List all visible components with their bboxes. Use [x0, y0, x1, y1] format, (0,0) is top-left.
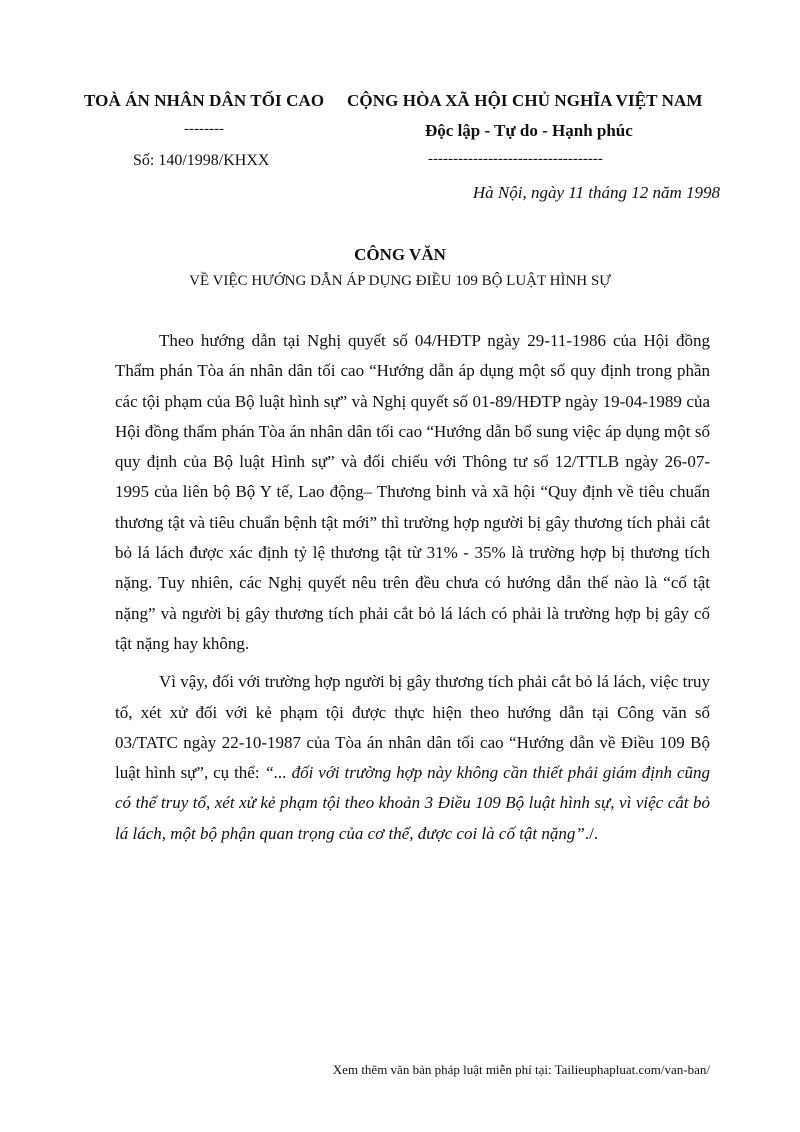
- national-title: CỘNG HÒA XÃ HỘI CHỦ NGHĨA VIỆT NAM: [347, 91, 703, 110]
- paragraph-2-quote: “... đối với trường hợp này không cần thiết phải giám định cũng có thể truy tố, xét xử kẻ phạm tội theo khoản 3 Điều 109 Bộ luật hình sự, vì việc cắt bỏ lá lách, một bộ phận quan trọng của cơ thể, được coi là cố tật nặng”: [115, 763, 710, 843]
- national-motto: Độc lập - Tự do - Hạnh phúc: [425, 121, 633, 140]
- body-paragraph-2: [115, 667, 710, 849]
- body-paragraph-1: Theo hướng dẫn tại Nghị quyết số 04/HĐTP ngày 29-11-1986 của Hội đồng Thẩm phán Tòa án nhân dân tối cao “Hướng dẫn áp dụng một số quy định trong phần các tội phạm của Bộ luật hình sự” và Nghị quyết số 01-89/HĐTP ngày 19-04-1989 của Hội đồng thẩm phán Tòa án nhân dân tối cao “Hướng dẫn bổ sung việc áp dụng một số quy định của Bộ luật Hình sự” và đối chiếu với Thông tư số 12/TTLB ngày 26-07-1995 của liên bộ Bộ Y tế, Lao động– Thương binh và xã hội “Quy định về tiêu chuẩn thương tật và tiêu chuẩn bệnh tật mới” thì trường hợp người bị gây thương tích phải cắt bỏ lá lách được xác định tỷ lệ thương tật từ 31% - 35% là trường hợp bị thương tích nặng. Tuy nhiên, các Nghị quyết nêu trên đều chưa có hướng dẫn thế nào là “cố tật nặng” và người bị gây thương tích phải cắt bỏ lá lách có phải là trường hợp bị gây cố tật nặng hay không.: [115, 331, 710, 653]
- document-subject: VỀ VIỆC HƯỚNG DẪN ÁP DỤNG ĐIỀU 109 BỘ LUẬT HÌNH SỰ: [189, 273, 611, 289]
- footer-source-note: Xem thêm văn bản pháp luật miễn phí tại: Tailieuphapluat.com/van-ban/: [332, 1062, 710, 1077]
- organization-separator: --------: [184, 121, 224, 137]
- paragraph-2-lead: Vì vậy, đối với trường hợp người bị gây thương tích phải cắt bỏ lá lách, việc truy tố, xét xử đối với kẻ phạm tội được thực hiện theo hướng dẫn tại Công văn số 03/TATC ngày 22-10-1987 của Tòa án nhân dân tối cao “Hướng dẫn về Điều 109 Bộ luật hình sự”, cụ thể:: [115, 672, 710, 783]
- paragraph-2-end: ./.: [584, 823, 599, 843]
- document-number: Số: 140/1998/KHXX: [133, 152, 270, 169]
- issuing-organization: TOÀ ÁN NHÂN DÂN TỐI CAO: [84, 91, 325, 110]
- document-type-title: CÔNG VĂN: [354, 245, 446, 264]
- motto-separator: -----------------------------------: [428, 151, 603, 167]
- document-body: [115, 326, 710, 857]
- place-and-date: Hà Nội, ngày 11 tháng 12 năm 1998: [472, 183, 720, 202]
